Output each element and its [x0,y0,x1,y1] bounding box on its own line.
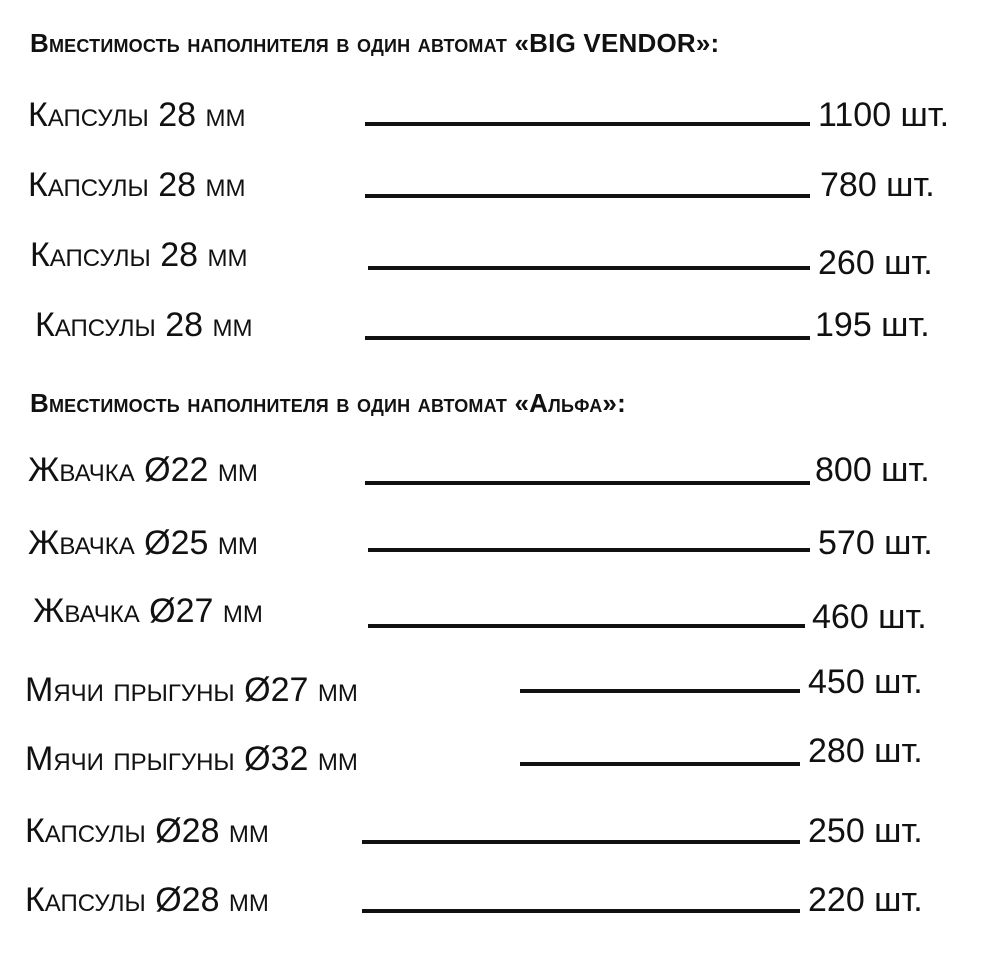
list-item [0,520,1000,566]
item-value: 220 шт. [808,881,923,919]
item-value: 450 шт. [808,663,923,701]
leader-line [368,548,810,552]
item-value: 260 шт. [818,244,933,282]
list-item [0,877,1000,923]
item-label: Капсулы 28 мм [28,166,246,204]
list-item [0,447,1000,493]
leader-line [365,481,810,485]
item-value: 800 шт. [815,451,930,489]
item-label: Жвачка Ø27 мм [33,592,263,630]
leader-line [365,194,810,198]
list-item [0,92,1000,138]
item-label: Жвачка Ø22 мм [28,451,258,489]
item-label: Капсулы 28 мм [30,236,248,274]
leader-line [362,840,800,844]
list-item [0,232,1000,282]
item-label: Жвачка Ø25 мм [28,524,258,562]
leader-line [520,689,800,693]
list-item [0,663,1000,709]
item-value: 195 шт. [815,306,930,344]
leader-line [368,624,805,628]
item-value: 570 шт. [818,524,933,562]
item-label: Капсулы Ø28 мм [25,881,269,919]
item-label: Мячи прыгуны Ø27 мм [25,671,358,709]
leader-line [365,336,810,340]
item-label: Мячи прыгуны Ø32 мм [25,740,358,778]
list-item [0,808,1000,854]
list-item [0,732,1000,778]
leader-line [520,762,800,766]
leader-line [368,266,810,270]
item-label: Капсулы 28 мм [35,306,253,344]
list-item [0,162,1000,208]
item-value: 1100 шт. [818,96,950,134]
list-item [0,302,1000,348]
item-value: 250 шт. [808,812,923,850]
list-item [0,588,1000,634]
section-heading-big-vendor: Вместимость наполнителя в один автомат «BIG VENDOR»: [30,28,720,58]
leader-line [365,122,810,126]
item-value: 280 шт. [808,732,923,770]
item-value: 780 шт. [820,166,935,204]
item-label: Капсулы 28 мм [28,96,246,134]
item-label: Капсулы Ø28 мм [25,812,269,850]
leader-line [362,909,800,913]
item-value: 460 шт. [812,598,927,636]
section-heading-alfa: Вместимость наполнителя в один автомат «Альфа»: [30,388,626,418]
